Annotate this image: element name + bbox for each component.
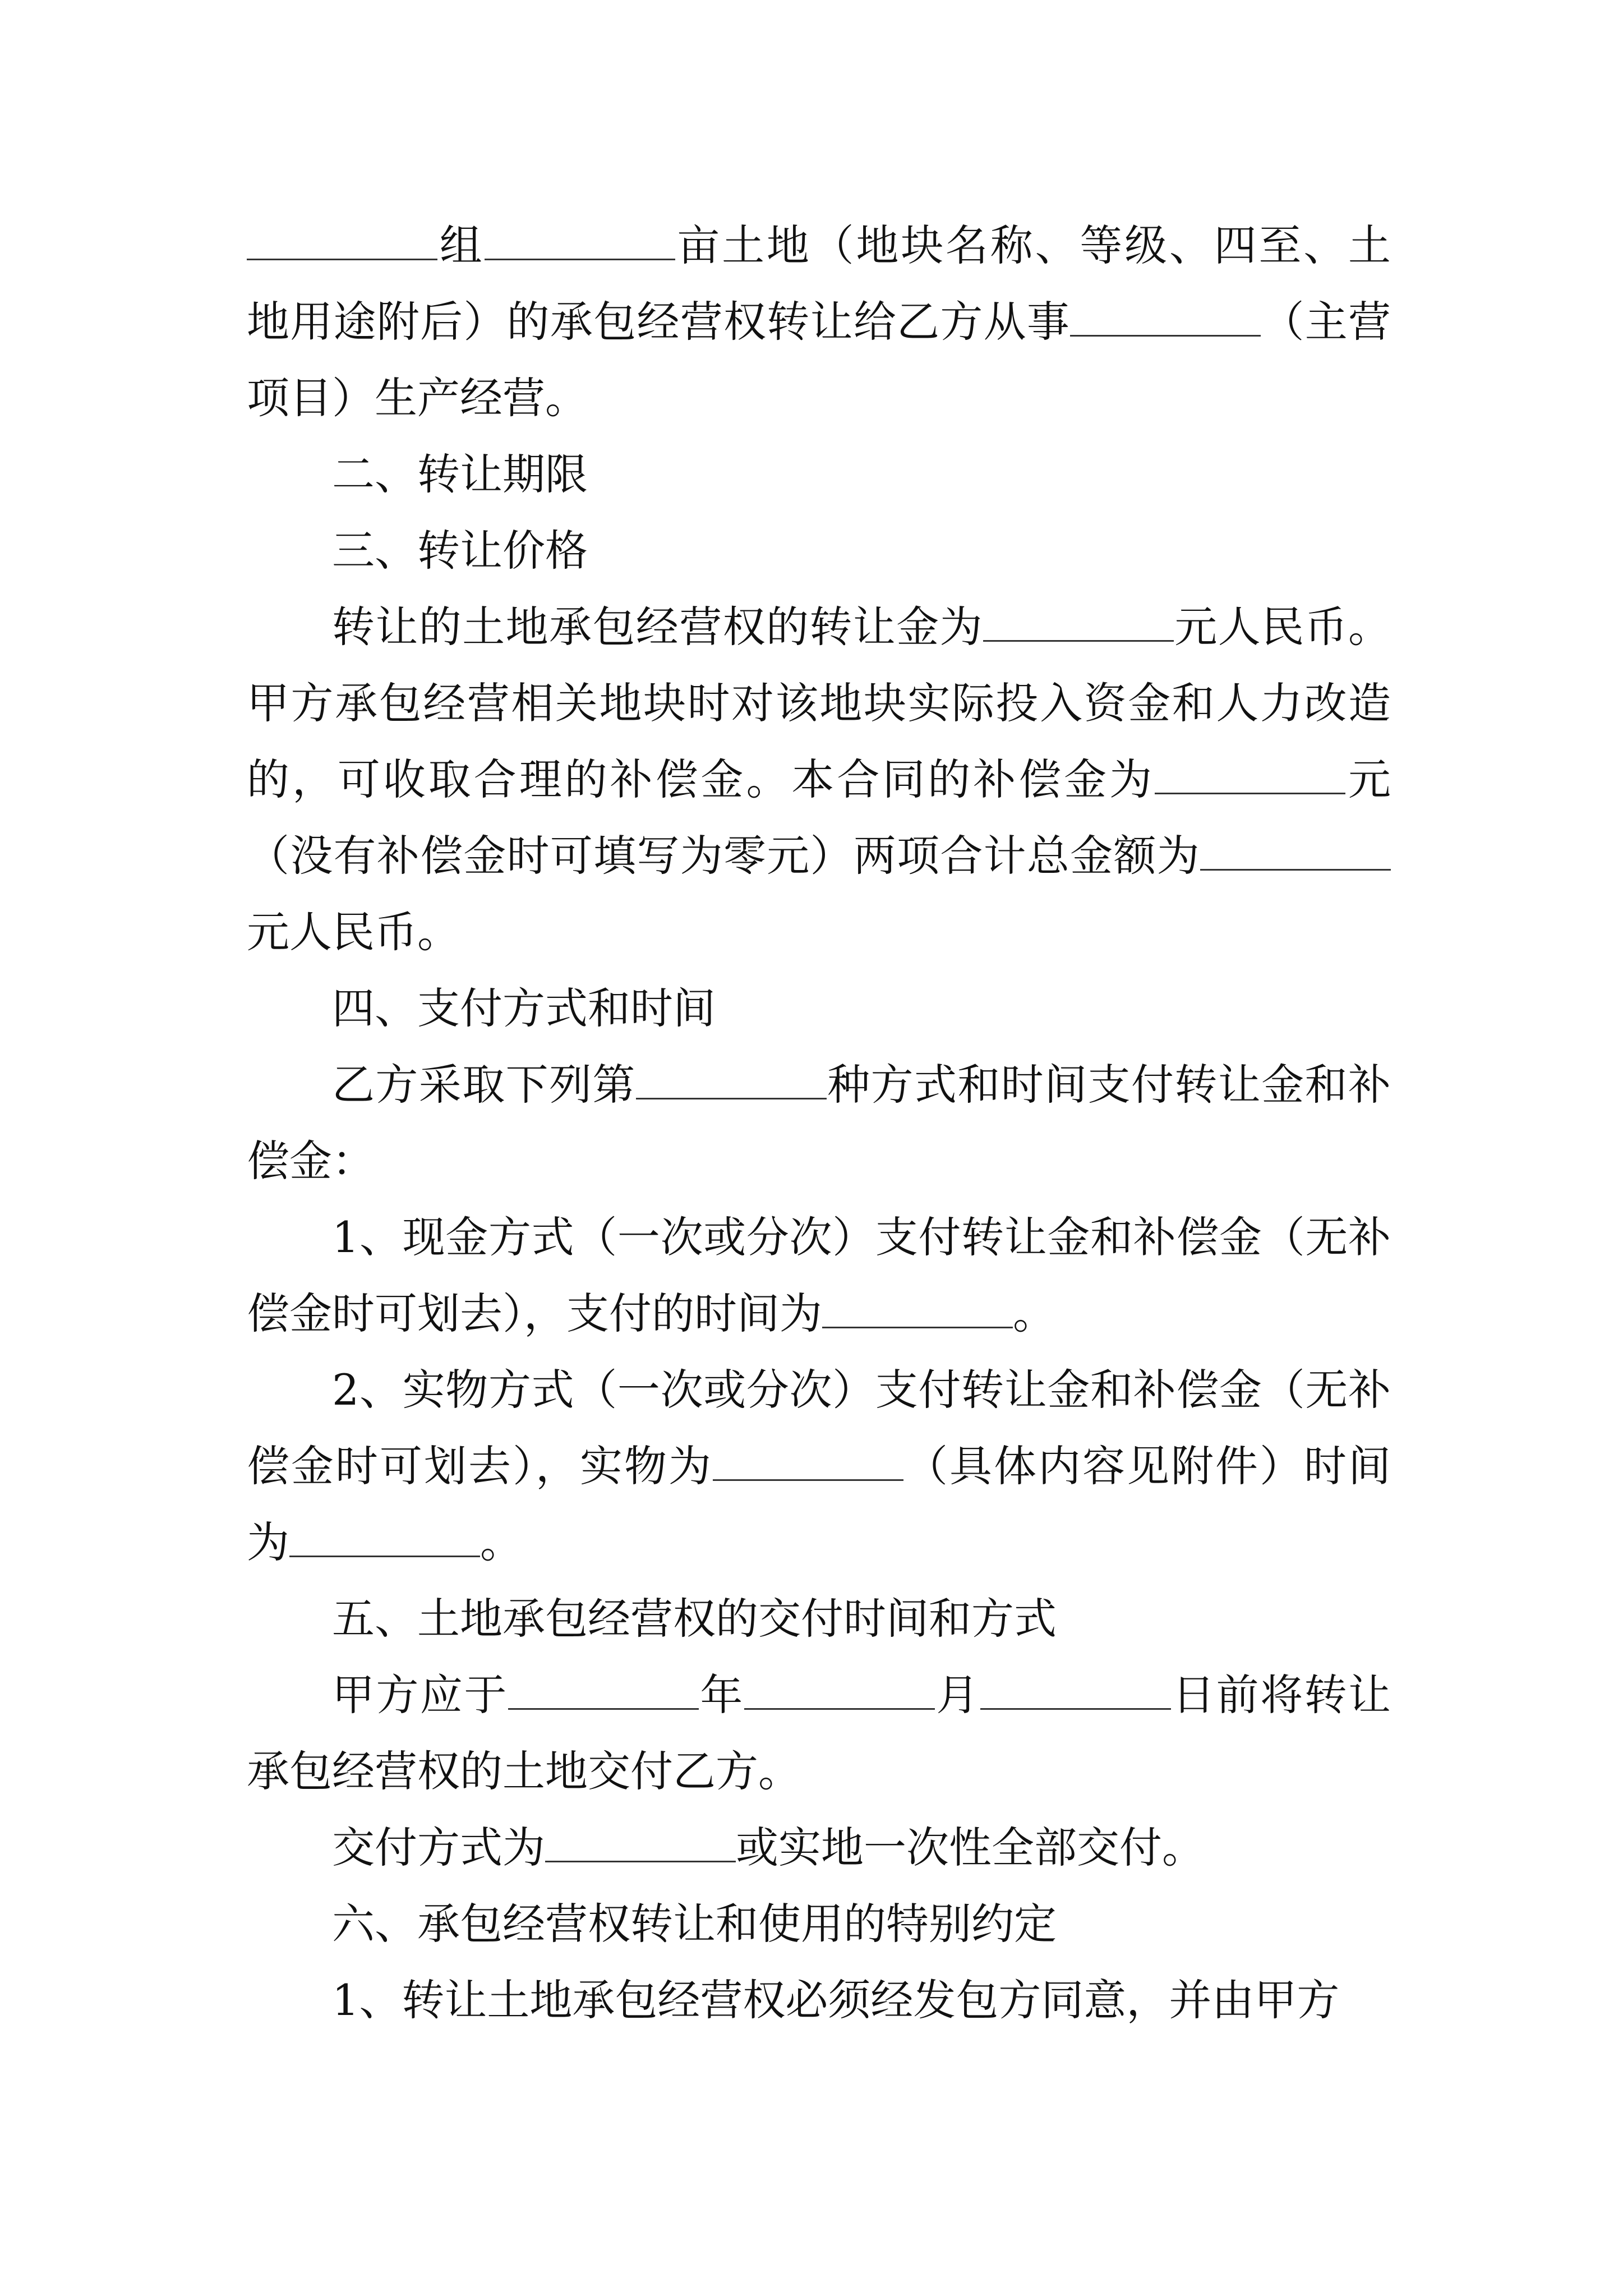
text-segment: 转让的土地承包经营权的转让金为 bbox=[332, 602, 983, 652]
text-segment: 元人民币。甲方承包经营相关地块时对该地块实际投入资金和人力改造的，可收取合理的补偿金。本合同的补偿金为 bbox=[247, 602, 1391, 804]
text-segment: 组 bbox=[437, 220, 485, 270]
blank-field[interactable] bbox=[1200, 863, 1391, 871]
special-term-item-1: 1、转让土地承包经营权必须经发包方同意，并由甲方 bbox=[332, 1975, 1340, 2025]
text-segment: 年 bbox=[698, 1670, 744, 1720]
heading-special-terms: 六、承包经营权转让和使用的特别约定 bbox=[332, 1899, 1057, 1949]
text-segment: 或实地一次性全部交付。 bbox=[736, 1823, 1205, 1872]
blank-field[interactable] bbox=[289, 1550, 480, 1557]
text-segment: 乙方采取下列第 bbox=[332, 1060, 636, 1110]
text-segment: 2、实物方式（一次或分次）支付转让金和补偿金（无补偿金时可划去），实物为 bbox=[247, 1365, 1391, 1491]
blank-field[interactable] bbox=[508, 1703, 699, 1710]
blank-field[interactable] bbox=[744, 1703, 935, 1710]
paragraph-delivery-method bbox=[247, 1810, 1391, 1886]
text-segment: 交付方式为 bbox=[332, 1823, 545, 1872]
paragraph-delivery-date bbox=[247, 1657, 1391, 1810]
text-segment: （主营项目）生产经营。 bbox=[247, 297, 1391, 423]
text-segment: 日前将转让承包经营权的土地交付乙方。 bbox=[247, 1670, 1391, 1796]
text-segment: 甲方应于 bbox=[332, 1670, 508, 1720]
text-segment: 。 bbox=[1013, 1289, 1055, 1338]
blank-field[interactable] bbox=[983, 634, 1174, 642]
heading-transfer-term: 二、转让期限 bbox=[332, 449, 588, 499]
blank-field[interactable] bbox=[822, 1321, 1013, 1328]
payment-item-goods bbox=[247, 1352, 1391, 1581]
heading-payment: 四、支付方式和时间 bbox=[332, 983, 716, 1033]
text-segment: 元（没有补偿金时可填写为零元）两项合计总金额为 bbox=[247, 754, 1391, 881]
document-body bbox=[247, 208, 1391, 2039]
blank-field[interactable] bbox=[1155, 787, 1345, 794]
blank-field[interactable] bbox=[545, 1855, 736, 1862]
text-segment: 月 bbox=[934, 1670, 980, 1720]
paragraph-transfer-price bbox=[247, 589, 1391, 970]
blank-field[interactable] bbox=[485, 253, 675, 260]
paragraph-payment-choice bbox=[247, 1047, 1391, 1199]
text-segment: 1、现金方式（一次或分次）支付转让金和补偿金（无补偿金时可划去），支付的时间为 bbox=[247, 1212, 1391, 1338]
text-segment: 。 bbox=[480, 1517, 523, 1567]
text-segment: （具体内容见附件）时间为 bbox=[247, 1441, 1391, 1567]
heading-transfer-price: 三、转让价格 bbox=[332, 526, 588, 576]
heading-delivery: 五、土地承包经营权的交付时间和方式 bbox=[332, 1594, 1057, 1644]
blank-field[interactable] bbox=[636, 1092, 827, 1099]
text-segment: 元人民币。 bbox=[247, 907, 460, 957]
text-segment: 种方式和时间支付转让金和补偿金： bbox=[247, 1060, 1391, 1186]
blank-field[interactable] bbox=[713, 1474, 903, 1481]
blank-field[interactable] bbox=[980, 1703, 1171, 1710]
paragraph-transfer-object bbox=[247, 208, 1391, 436]
blank-field[interactable] bbox=[1070, 329, 1261, 337]
payment-item-cash bbox=[247, 1199, 1391, 1352]
blank-field[interactable] bbox=[247, 253, 437, 260]
text-segment: 亩土地（地块名称、等级、四至、土地用途附后）的承包经营权转让给乙方从事 bbox=[247, 220, 1391, 347]
